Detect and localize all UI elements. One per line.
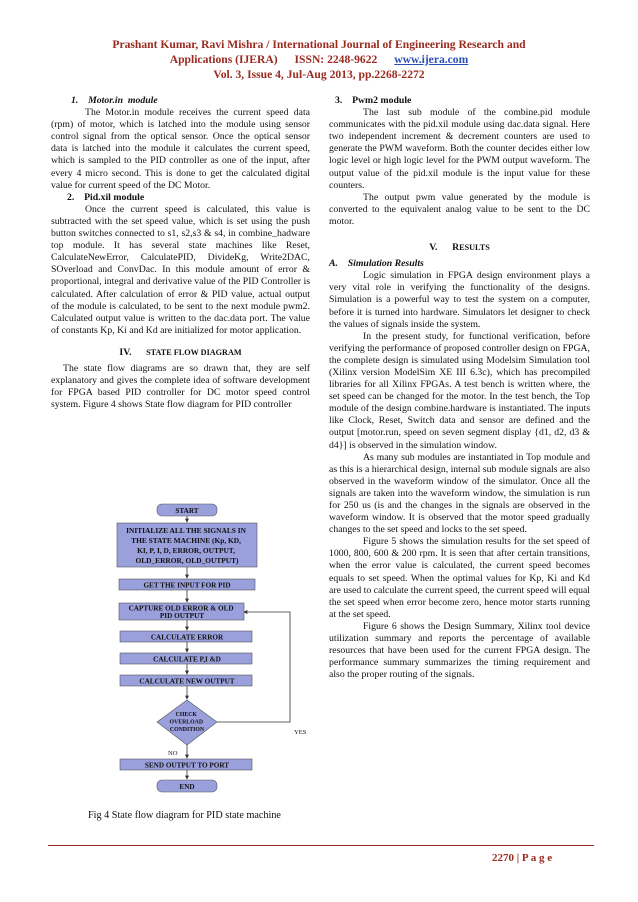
- get-input-box: [119, 579, 255, 590]
- no-label: NO: [168, 750, 178, 757]
- paragraph-logic-simulation: Logic simulation in FPGA design environment plays a very vital role in verifying the functionality of the designs. Simulation is a powerful way to test the system on a computer, before it is turned into hardware. Simulators let designer to check the values of signals inside the system.: [329, 270, 590, 330]
- section-title: STATE FLOW DIAGRAM: [146, 347, 242, 357]
- page-number: 2270 | P a g e: [492, 852, 553, 864]
- paragraph-pid-xil: Once the current speed is calculated, this value is subtracted with the set speed value, which is set using the push button switches connected to s1, s2,s3 & s4, in combine_hadware top module. It has several state machines like Reset, CalculateNewError, CalculatePID, DivideKg, Write2DAC, SOverload and ConvDac. In this module amount of error & proportional, integral and derivative value of the PID Controller is calculated. After calculation of error & PID value, actual output of the module is calculated, to be sent to the next module pwm2. Calculated output value is written to the dac.data port. The value of constants Kp, Ki and Kd are initialized for motor application.: [51, 203, 310, 336]
- journal-name: Applications (IJERA): [169, 53, 278, 66]
- svg-text:CALCULATE P,I &D: CALCULATE P,I &D: [153, 655, 221, 664]
- paragraph-sub-modules: As many sub modules are instantiated in Top module and as this is a hierarchical design, internal sub module signals are also observed in the waveform window of the simulator. Once all the signals are taken into the waveform window, the simulation is run for 250 us (is and the changes in the signals are observed in the waveform window. It is observed that the motor speed gradually changes to the set speed and locks to the set speed.: [329, 451, 591, 536]
- svg-text:SEND OUTPUT TO PORT: SEND OUTPUT TO PORT: [144, 761, 230, 770]
- journal-header-line3: Vol. 3, Issue 4, Jul-Aug 2013, pp.2268-2272: [213, 68, 425, 81]
- journal-header-line2: [0, 53, 638, 67]
- check-overload-decision: [157, 700, 217, 745]
- send-output-box: [120, 759, 252, 770]
- capture-line-1: CAPTURE OLD ERROR & OLD: [128, 604, 234, 613]
- calculate-pid-box: [120, 653, 252, 664]
- section-title-rest: ESULTS: [459, 243, 490, 253]
- svg-text:CALCULATE NEW OUTPUT: CALCULATE NEW OUTPUT: [139, 677, 235, 686]
- calculate-new-output-box: [120, 675, 252, 686]
- check-line-1: CHECK: [175, 712, 197, 718]
- check-line-2: OVERLOAD: [169, 719, 204, 726]
- subheading-simulation: A. Simulation Results: [329, 258, 424, 270]
- section-heading-results: [329, 242, 590, 254]
- calculate-error-box: [120, 631, 252, 642]
- paragraph-pwm2: The last sub module of the combine.pid module communicates with the pid.xil module using dac.data signal. Here two independent increment & decrement counters are used to generate the PWM waveform. Both the counter decides either low logic level or high logic level for the PWM output waveform. The output value of the pid.xil module is the input value for these counters.: [329, 107, 590, 191]
- figure-caption: Fig 4 State flow diagram for PID state machine: [88, 810, 281, 821]
- svg-text:START: START: [175, 507, 199, 515]
- yes-label: YES: [294, 729, 307, 736]
- footer-rule: [48, 845, 594, 846]
- start-node: [157, 504, 217, 516]
- svg-text:INITIALIZE ALL THE SIGNALS IN: [126, 526, 248, 565]
- heading-pwm2: 3. Pwm2 module: [335, 95, 412, 106]
- capture-old-error-box: [119, 603, 244, 620]
- init-line-1: INITIALIZE ALL THE SIGNALS IN: [126, 526, 246, 535]
- paragraph-motor-in: The Motor.in module receives the current speed data (rpm) of motor, which is latched into the module using sensor control signal from the optical sensor. Once the optical sensor data is latched into the module it calculates the current speed, which is sampled to the PID controller as one of the input, after every 4 micro second. This is done to get the calculated digital value for current speed of the DC Motor.: [51, 107, 310, 191]
- heading-motor-in: 1. Motor.in module: [71, 95, 158, 106]
- paragraph-functional-verification: In the present study, for functional verification, before verifying the performance of proposed controller design on FPGA, the complete design is simulated using Modelsim Simulation tool (Xilinx version ModelSim XE III 6.3c), which has precompiled libraries for all Xilinx FPGAs. A test bench is written where, the set speed can be changed for the motor. In the test bench, the Top module of the design combine.hardware is instantiated. The inputs like Clock, Reset, Switch data and sensor are defined and the output [motor.run, speed on seven segment display {d1, d2, d3 & d4}] is observed in the simulation window.: [329, 330, 590, 451]
- init-line-4: OLD_ERROR, OLD_OUTPUT): [135, 556, 239, 565]
- paragraph-figure6: Figure 6 shows the Design Summary, Xilinx tool device utilization summary and reports the percentage of available resources that have been used for the current FPGA design. The performance summary summarizes the timing requirement and also the proper routing of the signals.: [329, 620, 590, 681]
- section-number: V.: [429, 242, 438, 254]
- left-column: [51, 95, 310, 411]
- initialize-signals-box: [117, 523, 257, 567]
- end-node: [157, 780, 217, 792]
- svg-text:GET THE INPUT FOR PID: GET THE INPUT FOR PID: [143, 581, 231, 590]
- flowchart-figure: [112, 500, 324, 805]
- section-heading-state-flow: [51, 347, 310, 359]
- check-line-3: CONDITION: [169, 727, 205, 733]
- paragraph-pwm-output: The output pwm value generated by the module is converted to the equivalent analog value to be sent to the DC motor.: [329, 191, 590, 227]
- svg-text:CALCULATE ERROR: CALCULATE ERROR: [150, 633, 224, 642]
- init-line-2: THE STATE MACHINE (Kp, KD,: [131, 536, 241, 545]
- svg-text:END: END: [179, 783, 195, 791]
- section-title-initial: R: [452, 242, 460, 254]
- section-number: IV.: [119, 346, 132, 358]
- right-column: [329, 95, 590, 681]
- heading-pid-xil: 2. Pid.xil module: [67, 191, 145, 203]
- issn: ISSN: 2248-9622: [294, 53, 378, 66]
- journal-url[interactable]: www.ijera.com: [394, 53, 469, 66]
- init-line-3: KI, P, I, D, ERROR, OUTPUT,: [137, 546, 236, 555]
- paragraph-state-flow: The state flow diagrams are so drawn that, they are self explanatory and gives the complete idea of software development for FPGA based PID controller for DC motor speed control system. Figure 4 shows State flow diagram for PID controller: [51, 362, 310, 411]
- capture-line-2: PID OUTPUT: [159, 612, 205, 620]
- journal-header-line1: Prashant Kumar, Ravi Mishra / International Journal of Engineering Research and: [112, 38, 526, 51]
- paragraph-figure5: Figure 5 shows the simulation results for the set speed of 1000, 800, 600 & 200 rpm. It is seen that after certain transitions, when the error value is calculated, the current speed becomes equals to set speed. When the optimal values for Kp, Ki and Kd are used to calculate the current speed, the current speed will equal the set speed when error become zero, hence motor starts running at the set speed.: [329, 536, 590, 620]
